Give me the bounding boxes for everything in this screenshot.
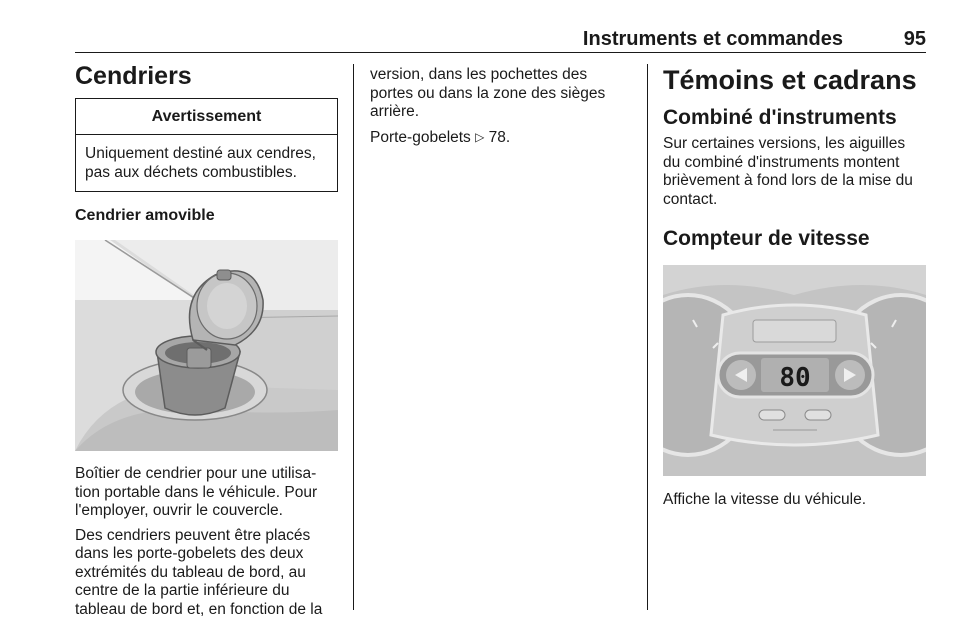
body-line: du combiné d'instruments montent	[663, 153, 900, 171]
column-divider	[353, 64, 354, 610]
warning-title: Avertissement	[76, 99, 337, 135]
body-line: Boîtier de cendrier pour une utilisa-	[75, 465, 317, 482]
body-line: arrière.	[370, 103, 420, 120]
warning-line: Uniquement destiné aux cendres,	[85, 145, 316, 162]
section-title: Cendriers	[75, 62, 192, 90]
warning-box	[75, 98, 338, 192]
body-line: Sur certaines versions, les aiguilles	[663, 135, 906, 152]
warning-body	[76, 135, 337, 191]
speedometer-illustration	[663, 265, 926, 476]
subsection-title: Cendrier amovible	[75, 207, 215, 224]
body-line: brièvement à fond lors de la mise du	[663, 172, 913, 189]
column-divider	[647, 64, 648, 610]
ashtray-illustration	[75, 240, 338, 451]
subsection-title: Combiné d'instruments	[663, 106, 897, 129]
body-line: dans les porte-gobelets des deux	[75, 545, 304, 562]
body-line: version, dans les pochettes des	[370, 66, 588, 83]
body-line: tableau de bord et, en fonction de la	[75, 600, 323, 618]
body-line: contact.	[663, 190, 718, 208]
column-left	[75, 60, 338, 619]
reference-arrow-icon: ▷	[475, 129, 485, 144]
body-line: centre de la partie inférieure du	[75, 582, 290, 599]
reference-page: 78.	[488, 128, 511, 146]
body-line: tion portable dans le véhicule. Pour	[75, 483, 318, 501]
subsection-title: Compteur de vitesse	[663, 227, 870, 250]
page-header	[75, 26, 926, 53]
body-line: extrémités du tableau de bord, au	[75, 563, 306, 581]
body-line: portes ou dans la zone des sièges	[370, 84, 606, 102]
speed-readout: 80	[779, 363, 811, 393]
body-line: Des cendriers peuvent être placés	[75, 526, 311, 544]
column-middle	[370, 66, 635, 147]
body-line: l'employer, ouvrir le couvercle.	[75, 502, 283, 519]
warning-line: pas aux déchets combustibles.	[85, 163, 297, 181]
reference-text: Porte-gobelets	[370, 128, 471, 146]
page-number: 95	[903, 28, 926, 50]
column-right	[663, 60, 926, 510]
figure-caption: Affiche la vitesse du véhicule.	[663, 491, 867, 508]
cross-reference	[370, 128, 635, 148]
header-title: Instruments et commandes	[582, 28, 843, 50]
section-title: Témoins et cadrans	[663, 65, 917, 95]
